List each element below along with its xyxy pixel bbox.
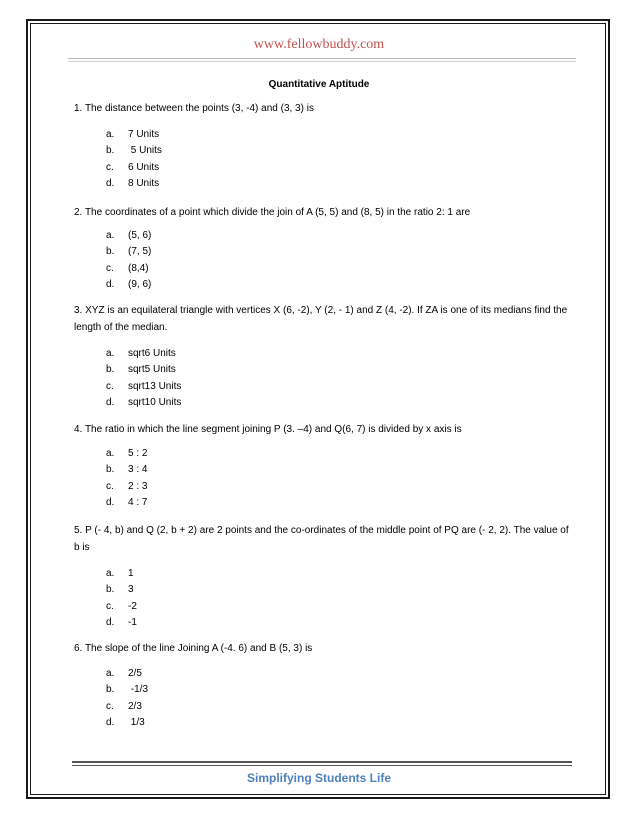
option-letter: c. [106, 380, 114, 392]
option-a [106, 346, 181, 362]
question-1: 1. The distance between the points (3, -4) and (3, 3) is [74, 103, 314, 114]
option-letter: c. [106, 262, 114, 274]
option-text: sqrt13 Units [128, 380, 182, 392]
option-letter: a. [106, 129, 115, 140]
option-letter: d. [106, 177, 115, 189]
option-letter: b. [106, 364, 115, 376]
option-text: 7 Units [128, 129, 160, 140]
option-d [106, 395, 181, 411]
question-1-options [106, 127, 162, 192]
option-letter: c. [106, 700, 114, 712]
question-4: 4. The ratio in which the line segment joining P (3. –4) and Q(6, 7) is divided by x axis is [74, 424, 462, 435]
question-5-options [106, 566, 137, 631]
option-text: -1 [128, 616, 137, 628]
header-rule-secondary [68, 61, 576, 62]
option-d [106, 615, 137, 631]
option-b [106, 362, 181, 378]
option-letter: a. [106, 448, 115, 459]
question-4-options [106, 446, 147, 511]
option-letter: a. [106, 668, 115, 679]
footer-rule [72, 761, 572, 763]
option-letter: b. [106, 464, 115, 476]
option-c [106, 160, 162, 176]
option-text: sqrt5 Units [128, 364, 176, 376]
question-5: 5. P (- 4, b) and Q (2, b + 2) are 2 points and the co-ordinates of the middle point of PQ are (- 2, 2). The value of b is [74, 525, 569, 553]
option-text: sqrt6 Units [128, 348, 176, 359]
question-3: 3. XYZ is an equilateral triangle with vertices X (6, -2), Y (2, - 1) and Z (4, -2). If ZA is one of its medians find the length of the median. [74, 305, 568, 333]
option-text: 4 : 7 [128, 496, 148, 508]
option-text: 3 : 4 [128, 464, 148, 476]
option-letter: d. [106, 616, 115, 628]
option-text: -2 [128, 600, 137, 612]
option-b [106, 682, 148, 698]
option-letter: d. [106, 278, 115, 290]
option-c [106, 599, 137, 615]
option-a [106, 127, 162, 143]
option-d [106, 715, 148, 731]
question-6-options [106, 666, 148, 731]
option-c [106, 261, 151, 277]
option-text: -1/3 [128, 684, 149, 696]
option-letter: a. [106, 568, 115, 579]
option-c [106, 379, 181, 395]
option-letter: d. [106, 716, 115, 728]
option-letter: b. [106, 145, 115, 157]
option-b [106, 462, 147, 478]
option-b [106, 143, 162, 159]
option-letter: b. [106, 246, 115, 258]
question-6: 6. The slope of the line Joining A (-4. 6) and B (5, 3) is [74, 643, 313, 654]
option-letter: d. [106, 396, 115, 408]
option-text: 6 Units [128, 161, 160, 173]
option-text: (9, 6) [128, 278, 152, 290]
option-text: 5 : 2 [128, 448, 148, 459]
option-text: 5 Units [128, 145, 162, 157]
header-rule [68, 58, 576, 59]
option-d [106, 176, 162, 192]
option-text: 2 : 3 [128, 480, 148, 492]
option-letter: c. [106, 600, 114, 612]
option-text: (7, 5) [128, 246, 152, 258]
option-a [106, 666, 148, 682]
option-text: sqrt10 Units [128, 396, 182, 408]
document-title: Quantitative Aptitude [268, 79, 370, 90]
option-letter: a. [106, 348, 115, 359]
option-d [106, 495, 147, 511]
option-a [106, 228, 151, 244]
option-text: 2/5 [128, 668, 142, 679]
option-c [106, 699, 148, 715]
option-letter: d. [106, 496, 115, 508]
option-text: 1/3 [128, 716, 145, 728]
option-letter: c. [106, 480, 114, 492]
option-letter: b. [106, 584, 115, 596]
option-text: (5, 6) [128, 230, 152, 241]
option-letter: b. [106, 684, 115, 696]
header-url: www.fellowbuddy.com [253, 37, 385, 52]
option-text: 2/3 [128, 700, 142, 712]
footer-tagline: Simplifying Students Life [246, 771, 391, 785]
option-letter: c. [106, 161, 114, 173]
option-b [106, 244, 151, 260]
option-a [106, 446, 147, 462]
option-b [106, 582, 137, 598]
option-letter: a. [106, 230, 115, 241]
option-c [106, 479, 147, 495]
question-2: 2. The coordinates of a point which divide the join of A (5, 5) and (8, 5) in the ratio 2: 1 are [74, 207, 471, 218]
option-text: 8 Units [128, 177, 160, 189]
option-d [106, 277, 151, 293]
option-a [106, 566, 137, 582]
footer-rule-secondary [72, 765, 572, 766]
question-3-options [106, 346, 181, 411]
question-2-options [106, 228, 151, 293]
option-text: (8,4) [128, 262, 149, 274]
option-text: 1 [128, 568, 134, 579]
option-text: 3 [128, 584, 134, 596]
